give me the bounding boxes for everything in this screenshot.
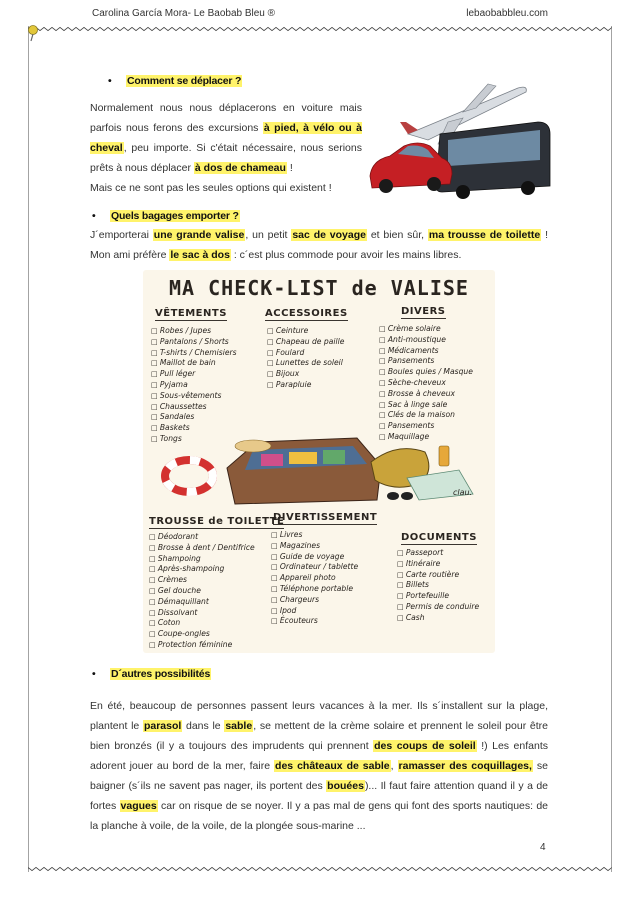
- checklist-item: □ Démaquillant: [149, 597, 255, 608]
- checklist-item: □ Magazines: [271, 541, 358, 552]
- checklist-item: □ Anti-moustique: [379, 335, 473, 346]
- checklist-item: □ Ordinateur / tablette: [271, 562, 358, 573]
- checklist-item: □ Coton: [149, 618, 255, 629]
- checklist-item: □ Itinéraire: [397, 559, 479, 570]
- checklist-item: □ Chargeurs: [271, 595, 358, 606]
- checklist-item: □ Cash: [397, 613, 479, 624]
- checklist-item: □ Brosse à dent / Dentifrice: [149, 543, 255, 554]
- checklist-title: MA CHECK-LIST de VALISE: [169, 276, 469, 300]
- checklist-item: □ Parapluie: [267, 380, 344, 391]
- checklist-illustration: [143, 270, 495, 653]
- checklist-item: □ Chapeau de paille: [267, 337, 344, 348]
- checklist-item: □ Appareil photo: [271, 573, 358, 584]
- paragraph-transport: Normalement nous nous déplacerons en voiture mais parfois nous ferons des excursions à pied, à vélo ou à cheval, peu importe. Si c'était nécessaire, nous serions prêts à nous déplacer à dos de chameau !: [90, 102, 362, 174]
- checklist-item: □ Déodorant: [149, 532, 255, 543]
- paragraph-options: Mais ce ne sont pas les seules options qui existent !: [90, 182, 332, 194]
- checklist-item: □ Pantalons / Shorts: [151, 337, 237, 348]
- checklist-item: □ Après-shampoing: [149, 564, 255, 575]
- checklist-item: □ Dissolvant: [149, 608, 255, 619]
- checklist-item: □ Boules quies / Masque: [379, 367, 473, 378]
- checklist-col-title: DIVERTISSEMENT: [273, 512, 378, 523]
- checklist-item: □ Maquillage: [379, 432, 473, 443]
- checklist-item: □ Foulard: [267, 348, 344, 359]
- checklist-item: □ Bijoux: [267, 369, 344, 380]
- checklist-item: □ Passeport: [397, 548, 479, 559]
- page-number: 4: [540, 842, 546, 853]
- checklist-col-title: ACCESSOIRES: [265, 308, 348, 319]
- checklist-list-divertissement: [271, 530, 358, 627]
- checklist-item: □ Chaussettes: [151, 402, 237, 413]
- checklist-col-title: VÊTEMENTS: [155, 308, 227, 319]
- checklist-list-vetements: [151, 326, 237, 445]
- transport-illustration: [368, 82, 558, 205]
- heading-se-deplacer: • Comment se déplacer ?: [108, 75, 242, 87]
- checklist-item: □ Protection féminine: [149, 640, 255, 651]
- checklist-item: □ Permis de conduire: [397, 602, 479, 613]
- checklist-item: □ Crème solaire: [379, 324, 473, 335]
- checklist-item: □ Livres: [271, 530, 358, 541]
- lifebuoy-icon: [165, 460, 213, 492]
- header-author: Carolina García Mora- Le Baobab Bleu ®: [92, 8, 276, 19]
- checklist-item: □ Guide de voyage: [271, 552, 358, 563]
- checklist-item: □ Clés de la maison: [379, 410, 473, 421]
- heading-autres-possibilites: • D´autres possibilités: [92, 668, 211, 680]
- checklist-item: □ Pyjama: [151, 380, 237, 391]
- checklist-clue-label: clau.: [453, 488, 473, 497]
- checklist-item: □ Carte routière: [397, 570, 479, 581]
- header-website: lebaobabbleu.com: [466, 8, 548, 19]
- checklist-col-title: DIVERS: [401, 306, 446, 317]
- checklist-item: □ Lunettes de soleil: [267, 358, 344, 369]
- hat-icon: [235, 440, 271, 452]
- checklist-item: □ Billets: [397, 580, 479, 591]
- paragraph-plage: En été, beaucoup de personnes passent leurs vacances à la mer. Ils s´installent sur la plage, plantent le parasol dans le sable, se mettent de la crème solaire et prennent le soleil pour être bien bronzés (il y a toujours des imprudents qui prennent des coups de soleil !) Les enfants adorent jouer au bord de la mer, faire des châteaux de sable, ramasser des coquillages, se baigner (s´ils ne savent pas nager, ils portent des bouées)... Il faut faire attention quand il y a de fortes vagues car on risque de se noyer. Il y a pas mal de gens qui font des sports nautiques: de la planche à voile, de la voile, de la plongée sous-marine ...: [90, 700, 548, 832]
- checklist-item: □ Sandales: [151, 412, 237, 423]
- suitcase-drawing: [157, 428, 487, 508]
- sunglasses-icon: [387, 492, 413, 500]
- checklist-item: □ Pansements: [379, 356, 473, 367]
- checklist-list-accessoires: [267, 326, 344, 391]
- checklist-item: □ Sèche-cheveux: [379, 378, 473, 389]
- checklist-col-title: DOCUMENTS: [401, 532, 477, 543]
- checklist-item: □ Médicaments: [379, 346, 473, 357]
- checklist-item: □ Téléphone portable: [271, 584, 358, 595]
- checklist-item: □ Pansements: [379, 421, 473, 432]
- checklist-item: □ Maillot de bain: [151, 358, 237, 369]
- bus-icon: [436, 122, 550, 199]
- checklist-item: □ Sac à linge sale: [379, 400, 473, 411]
- checklist-item: □ Ipod: [271, 606, 358, 617]
- checklist-list-documents: [397, 548, 479, 624]
- checklist-item: □ Robes / Jupes: [151, 326, 237, 337]
- checklist-item: □ Shampoing: [149, 554, 255, 565]
- checklist-item: □ Ceinture: [267, 326, 344, 337]
- checklist-item: □ T-shirts / Chemisiers: [151, 348, 237, 359]
- checklist-item: □ Tongs: [151, 434, 237, 445]
- checklist-item: □ Coupe-ongles: [149, 629, 255, 640]
- sunscreen-icon: [439, 446, 449, 466]
- checklist-item: □ Baskets: [151, 423, 237, 434]
- paragraph-bagages: J´emporterai une grande valise, un petit sac de voyage et bien sûr, ma trousse de toilette ! Mon ami préfère le sac à dos : c´est plus commode pour avoir les mains libres.: [90, 229, 548, 261]
- checklist-list-trousse: [149, 532, 255, 651]
- checklist-item: □ Écouteurs: [271, 616, 358, 627]
- checklist-list-divers: [379, 324, 473, 443]
- checklist-item: □ Gel douche: [149, 586, 255, 597]
- thumbtack-icon: [26, 24, 42, 47]
- checklist-item: □ Brosse à cheveux: [379, 389, 473, 400]
- checklist-item: □ Pull léger: [151, 369, 237, 380]
- checklist-item: □ Sous-vêtements: [151, 391, 237, 402]
- checklist-col-title: TROUSSE de TOILETTE: [149, 516, 285, 527]
- checklist-item: □ Crèmes: [149, 575, 255, 586]
- heading-bagages: • Quels bagages emporter ?: [92, 210, 239, 222]
- checklist-item: □ Portefeuille: [397, 591, 479, 602]
